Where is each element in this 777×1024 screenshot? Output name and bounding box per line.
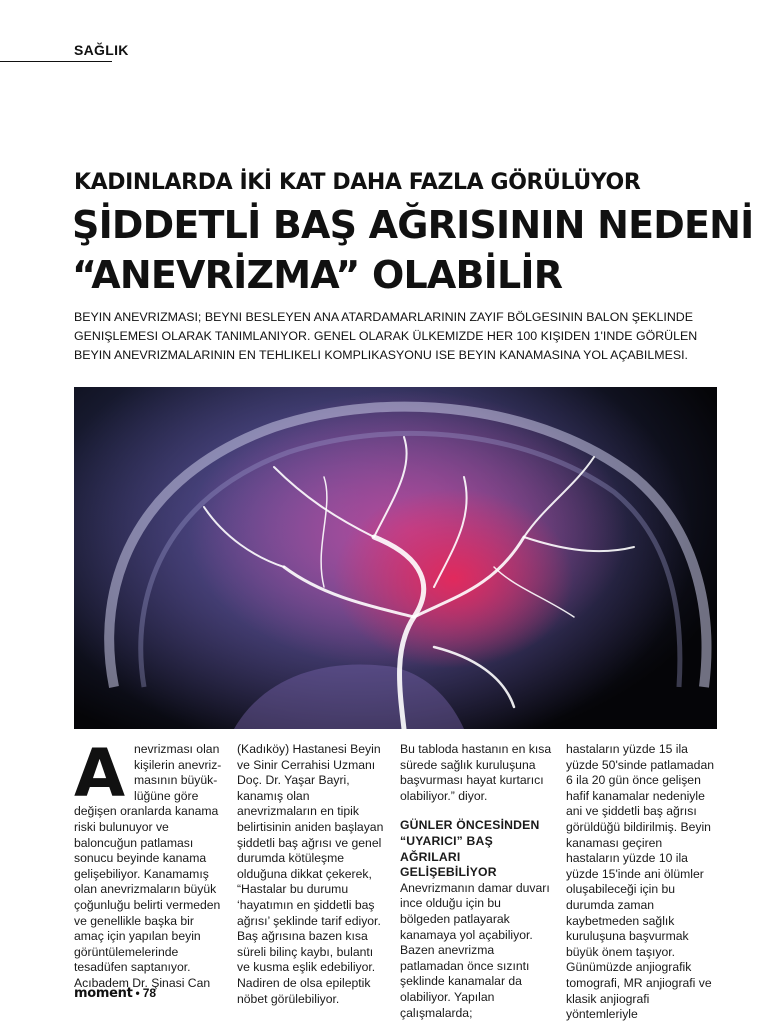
- column-3-subheading: GÜNLER ÖNCESİNDEN “UYARICI” BAŞ AĞRILARI GELİŞEBİLİYOR: [400, 818, 540, 880]
- section-label: SAĞLIK: [74, 42, 129, 58]
- column-3-text: Bu tabloda hastanın en kısa sürede sağlık kuruluşuna başvurması hayat kurtarıcı olabiliyor.” diyor.: [400, 742, 552, 803]
- headline-line-2: “ANEVRİZMA” OLABİLİR: [72, 253, 563, 297]
- section-rule: [0, 61, 112, 62]
- column-2-text: (Kadıköy) Hastanesi Beyin ve Sinir Cerrahisi Uzmanı Doç. Dr. Yaşar Bayri, kanamış olan anevrizmaların en tipik belirtisinin aniden başlayan şiddetli baş ağrısı ve genel durumda kötüleşme olduğuna dikkat çekerek, “Hastalar bu durumu ‘hayatımın en şiddetli baş ağrısı’ şeklinde tarif ediyor. Baş ağrısına bazen kısa süreli bilinç kaybı, bulantı ve kusma eşlik edebiliyor. Nadiren de olsa epileptik nöbet görülebiliyor.: [237, 742, 384, 1006]
- drop-cap: A: [74, 735, 126, 812]
- magazine-logo: moment: [74, 986, 133, 1001]
- column-4-text: hastaların yüzde 15 ila yüzde 50'sinde patlamadan 6 ila 20 gün önce gelişen hafif kanamalar nedeniyle ani ve şiddetli baş ağrısı görüldüğü bildirilmiş. Beyin kanaması geçiren hastaların yüzde 10 ila yüzde 15'inde ani ölümler oluşabileceği için bu durumda zaman kaybetmeden sağlık kuruluşuna başvurmak büyük önem taşıyor. Günümüzde anjiografik tomografi, MR anjiografi ve klasik anjiografi yöntemleriyle: [566, 742, 715, 1022]
- column-1-text: değişen oranlarda kanama riski bulunuyor ve baloncuğun patlaması sonucu beyinde kanama gelişebiliyor. Kanamamış olan anevrizmaların büyük çoğunluğu belirti vermeden ve genellikle başka bir amaç için yapılan beyin görüntülemelerinde tesadüfen saptanıyor.: [74, 804, 221, 975]
- article-column-2: [237, 742, 387, 1007]
- article-column-1: [74, 735, 224, 992]
- column-1-tail: Acıbadem Dr. Şinasi Can: [74, 975, 211, 990]
- headline-line-1: ŞİDDETLİ BAŞ AĞRISININ NEDENİ: [72, 203, 754, 247]
- page-number: 78: [142, 986, 157, 1000]
- column-1-line-2: kişilerin anevriz-: [134, 757, 222, 772]
- page-footer: [74, 986, 156, 1001]
- kicker: KADINLARDA İKİ KAT DAHA FAZLA GÖRÜLÜYOR: [74, 170, 641, 195]
- column-1-line-4: lüğüne göre: [134, 788, 199, 803]
- brain-vessels-illustration: [74, 387, 717, 729]
- lead-paragraph: BEYIN ANEVRIZMASI; BEYNI BESLEYEN ANA ATARDAMARLARININ ZAYIF BÖLGESININ BALON ŞEKLINDE GENIŞLEMESI OLARAK TANIMLANIYOR. GENEL OLARAK ÜLKEMIZDE HER 100 KIŞIDEN 1'INDE GÖRÜLEN BEYIN ANEVRIZMALARININ EN TEHLIKELI KOMPLIKASYONU ISE BEYIN KANAMASINA YOL AÇABILMESI.: [74, 310, 698, 362]
- column-1-line-3: masının büyük-: [134, 773, 218, 788]
- column-3-text-2: Anevrizmanın damar duvarı ince olduğu için bu bölgeden patlayarak kanamaya yol açabiliyor. Bazen anevrizma patlamadan önce sızıntı şeklinde kanamalar da olabiliyor. Yapılan çalışmalarda;: [400, 880, 550, 1020]
- column-1-line-1: nevrizması olan: [134, 742, 220, 756]
- article-column-4: [566, 742, 718, 1023]
- footer-separator: •: [135, 986, 140, 1000]
- brain-angiography-image: [74, 387, 717, 729]
- headline: [72, 200, 752, 300]
- article-column-3: [400, 742, 552, 1021]
